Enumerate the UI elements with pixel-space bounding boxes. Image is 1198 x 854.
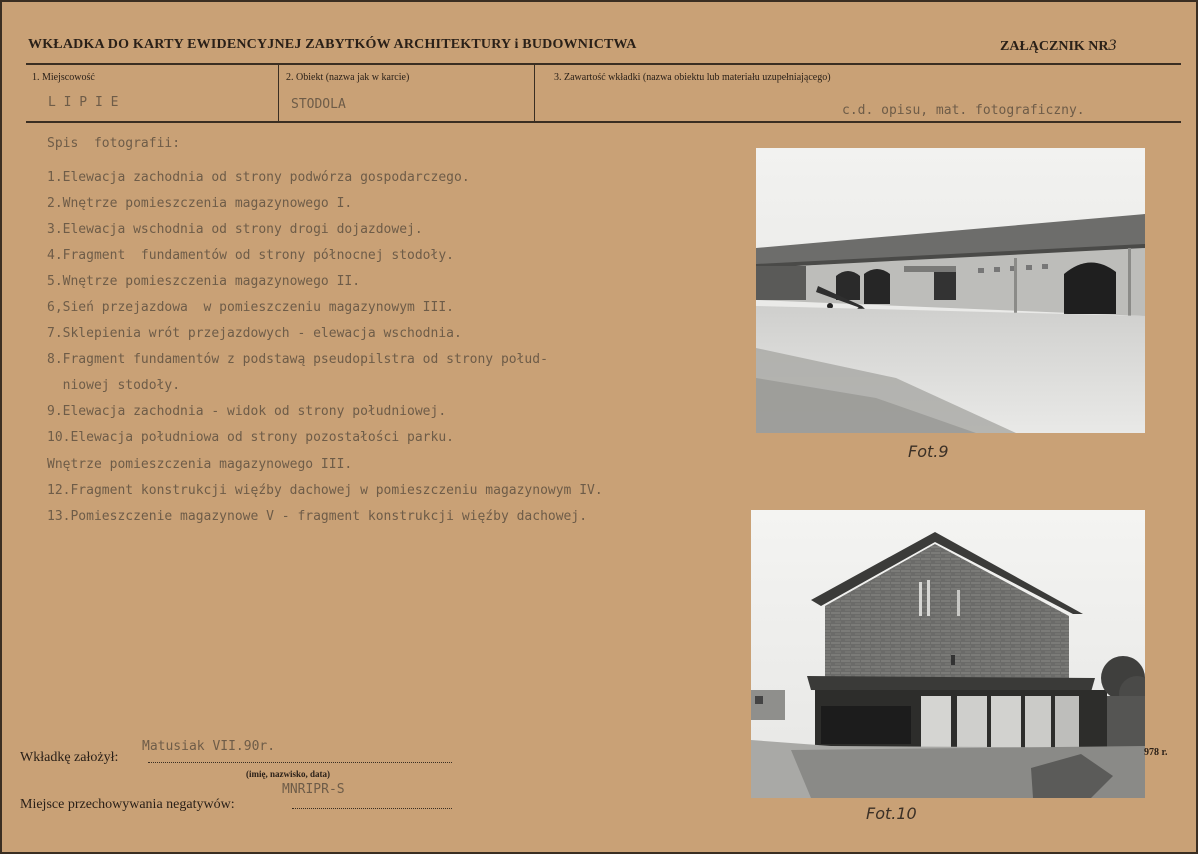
storage-label: Miejsce przechowywania negatywów:: [20, 797, 235, 812]
list-item: 2.Wnętrze pomieszczenia magazynowego I.: [47, 196, 353, 211]
fields-rule: [26, 121, 1181, 123]
author-dotted-line: [148, 762, 452, 763]
list-item: 1.Elewacja zachodnia od strony podwórza gospodarczego.: [47, 170, 470, 185]
list-item: 12.Fragment konstrukcji więźby dachowej w pomieszczeniu magazynowym IV.: [47, 483, 603, 498]
list-item: Wnętrze pomieszczenia magazynowego III.: [47, 457, 353, 472]
photo-caption-9: Fot.9: [908, 442, 949, 461]
author-value: Matusiak VII.90r.: [142, 739, 276, 754]
year-fragment: 978 r.: [1144, 747, 1168, 758]
gable-photo-image: [751, 510, 1145, 798]
list-item: 3.Elewacja wschodnia od strony drogi dojazdowej.: [47, 222, 423, 237]
field-content-value: c.d. opisu, mat. fotograficzny.: [842, 103, 1085, 118]
field-divider-2: [534, 65, 535, 121]
photo-barn-south-elevation: [751, 510, 1145, 798]
field-content-label: 3. Zawartość wkładki (nazwa obiektu lub materiału uzupełniającego): [554, 72, 831, 83]
photo-list-heading: Spis fotografii:: [47, 136, 181, 151]
author-label: Wkładkę założył:: [20, 750, 119, 765]
author-hint: (imię, nazwisko, data): [246, 769, 330, 779]
field-divider-1: [278, 65, 279, 121]
list-item: 5.Wnętrze pomieszczenia magazynowego II.: [47, 274, 361, 289]
list-item: 10.Elewacja południowa od strony pozostałości parku.: [47, 430, 454, 445]
barn-photo-image: [756, 148, 1145, 433]
list-item: 13.Pomieszczenie magazynowe V - fragment konstrukcji więźby dachowej.: [47, 509, 588, 524]
photo-caption-10: Fot.10: [866, 804, 917, 823]
list-item: niowej stodoły.: [47, 378, 181, 393]
card-title: WKŁADKA DO KARTY EWIDENCYJNEJ ZABYTKÓW ARCHITEKTURY i BUDOWNICTWA: [28, 37, 637, 52]
list-item: 4.Fragment fundamentów od strony północnej stodoły.: [47, 248, 454, 263]
photo-barn-west-elevation: [756, 148, 1145, 433]
field-object-label: 2. Obiekt (nazwa jak w karcie): [286, 72, 410, 83]
storage-value: MNRIPR-S: [282, 782, 345, 797]
field-locality-label: 1. Miejscowość: [32, 72, 95, 83]
attachment-value: 3: [1108, 37, 1117, 54]
storage-dotted-line: [292, 808, 452, 809]
list-item: 8.Fragment fundamentów z podstawą pseudopilstra od strony połud-: [47, 352, 548, 367]
field-object-value: STODOLA: [291, 97, 346, 112]
list-item: 7.Sklepienia wrót przejazdowych - elewacja wschodnia.: [47, 326, 462, 341]
field-locality-value: L I P I E: [48, 95, 119, 110]
attachment-number: [1000, 37, 1117, 55]
header-rule: [26, 63, 1181, 65]
list-item: 9.Elewacja zachodnia - widok od strony południowej.: [47, 404, 447, 419]
attachment-label: ZAŁĄCZNIK NR: [1000, 39, 1109, 54]
list-item: 6,Sień przejazdowa w pomieszczeniu magazynowym III.: [47, 300, 454, 315]
